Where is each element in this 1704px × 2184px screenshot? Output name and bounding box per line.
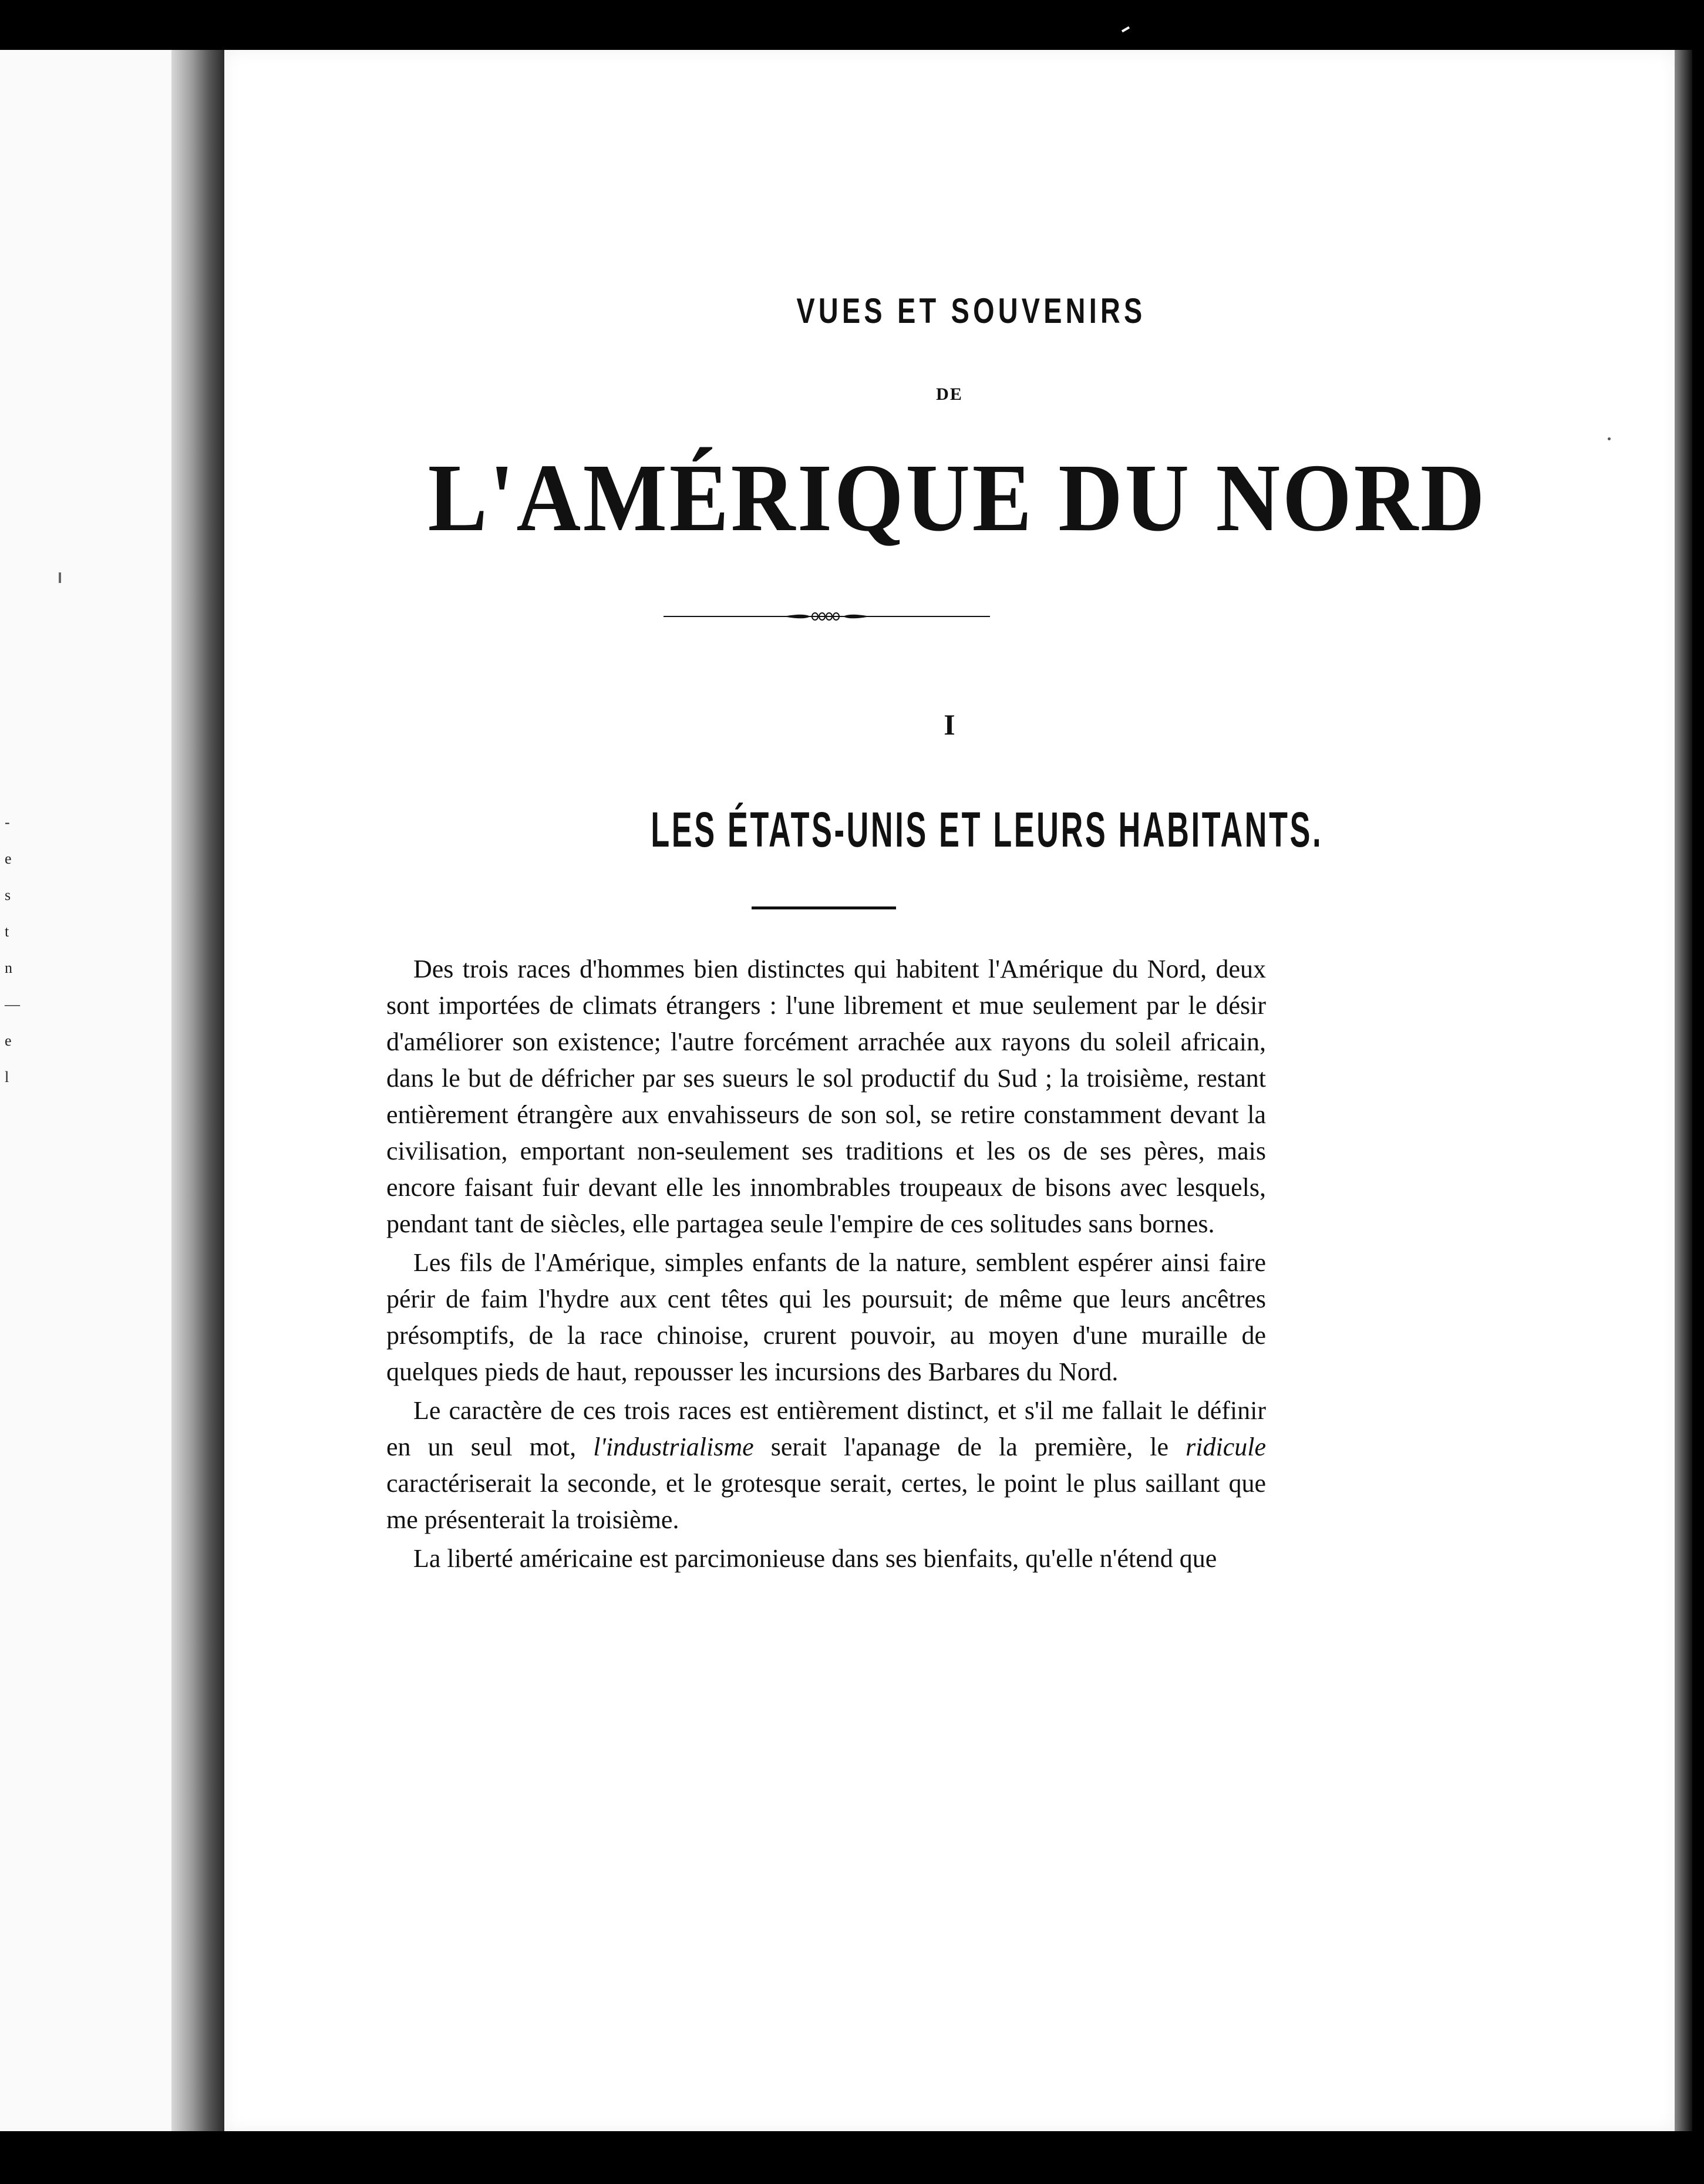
scan-speck (1122, 26, 1130, 32)
paragraph-1: Des trois races d'hommes bien distinctes qui habitent l'Amérique du Nord, deux sont importées de climats étrangers : l'une librement et mue seulement par le désir d'améliorer son existence; l'autre forcément arrachée aux rayons du soleil africain, dans le but de défricher par ses sueurs le sol productif du Sud ; la troisième, restant entièrement étrangère aux envahisseurs de son sol, se retire constamment devant la civilisation, emportant non-seulement ses traditions et les os de ses pères, mais encore faisant fuir devant elle les innombrables troupeaux de bisons avec lesquels, pendant tant de siècles, elle partagea seule l'empire de ces solitudes sans bornes. (386, 955, 1266, 1238)
paragraph-3 (386, 1393, 1266, 1538)
body-text (386, 951, 1266, 1577)
italic-ridicule: ridicule (1186, 1433, 1266, 1461)
paragraph-3-part-c: caractériserait la seconde, et le grotesque serait, certes, le point le plus saillant que me présenterait la troisième. (386, 1469, 1266, 1534)
left-page-letter: l (5, 1069, 9, 1086)
left-page-letter: e (5, 1032, 12, 1049)
book-title-line-2: DE (936, 385, 963, 404)
left-page-letter: t (5, 923, 9, 940)
paragraph-2: Les fils de l'Amérique, simples enfants de la nature, semblent espérer ainsi faire périr de faim l'hydre aux cent têtes qui les poursuit; de même que leurs ancêtres présomptifs, de la race chinoise, crurent pouvoir, au moyen d'une muraille de quelques pieds de haut, repousser les incursions des Barbares du Nord. (386, 1248, 1266, 1386)
chapter-title: LES ÉTATS-UNIS ET LEURS HABITANTS. (651, 802, 1324, 857)
chapter-number: I (944, 708, 955, 741)
paper-speck (1608, 437, 1611, 440)
left-facing-page (0, 50, 189, 2131)
italic-industrialisme: l'industrialisme (593, 1433, 754, 1461)
left-page-letter: - (5, 814, 10, 831)
paragraph-4: La liberté américaine est parcimonieuse dans ses bienfaits, qu'elle n'étend que (413, 1544, 1217, 1573)
chapter-rule (752, 906, 896, 909)
book-title-main: L'AMÉRIQUE DU NORD (427, 444, 1487, 551)
book-gutter-shadow (171, 50, 224, 2131)
ornamental-rule (664, 611, 990, 622)
book-title-line-1: VUES ET SOUVENIRS (796, 291, 1146, 331)
left-page-letter: n (5, 959, 12, 976)
left-page-mark (59, 572, 61, 583)
left-page-margin-letters (5, 804, 20, 1096)
left-page-letter: — (5, 996, 20, 1013)
left-page-letter: s (5, 887, 11, 904)
page-edge-shadow (1675, 50, 1692, 2131)
paragraph-3-part-a: Le caractère de ces trois races est entièrement distinct, et s'il me fallait le définir en un seul mot, (386, 1396, 1266, 1461)
left-page-letter: e (5, 850, 12, 867)
paragraph-3-part-b: serait l'apanage de la première, le (753, 1433, 1186, 1461)
